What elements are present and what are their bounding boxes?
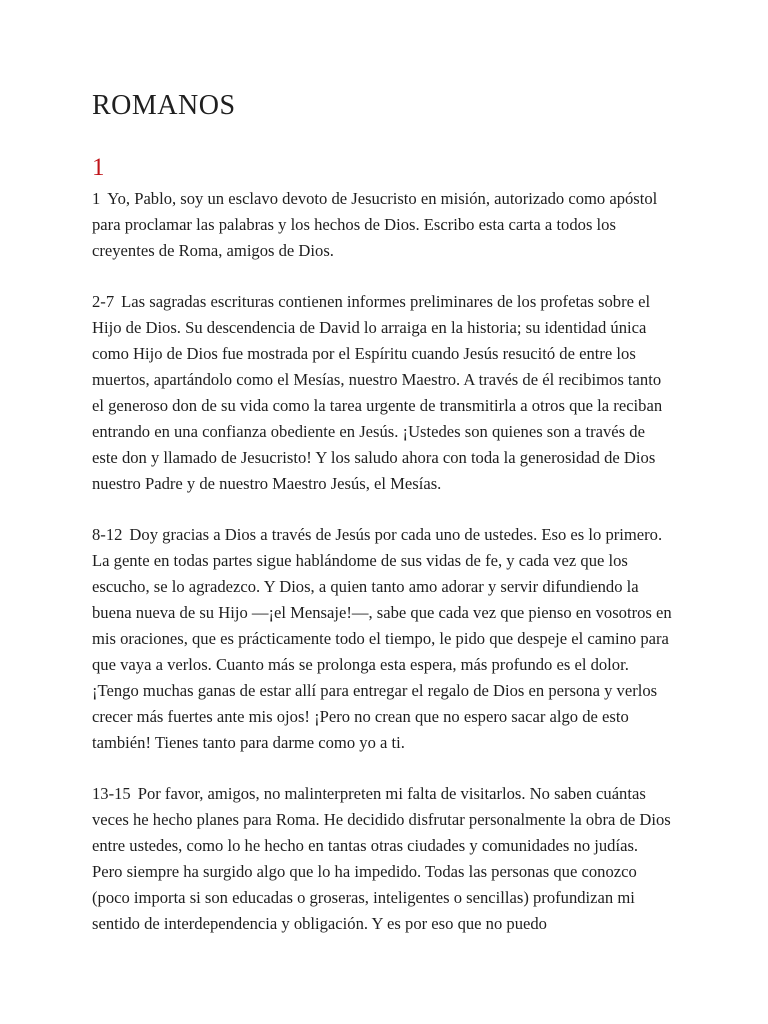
verse-reference: 2-7	[92, 292, 115, 311]
verse-reference: 13-15	[92, 784, 131, 803]
verse-reference: 8-12	[92, 525, 123, 544]
verse-paragraph	[92, 522, 672, 756]
verse-text: Las sagradas escrituras contienen informes preliminares de los profetas sobre el Hijo de Dios. Su descendencia de David lo arraiga en la historia; su identidad única como Hijo de Dios fue mostrada por el Espíritu cuando Jesús resucitó de entre los muertos, apartándolo como el Mesías, nuestro Maestro. A través de él recibimos tanto el generoso don de su vida como la tarea urgente de transmitirla a otros que la reciban entrando en una confianza obediente en Jesús. ¡Ustedes son quienes son a través de este don y llamado de Jesucristo! Y los saludo ahora con toda la generosidad de Dios nuestro Padre y de nuestro Maestro Jesús, el Mesías.	[92, 292, 663, 493]
verse-paragraph	[92, 186, 672, 264]
verse-reference: 1	[92, 189, 101, 208]
verse-paragraph	[92, 289, 672, 497]
chapter-number: 1	[92, 154, 105, 181]
verse-text: Por favor, amigos, no malinterpreten mi falta de visitarlos. No saben cuántas veces he hecho planes para Roma. He decidido disfrutar personalmente la obra de Dios entre ustedes, como lo he hecho en tantas otras ciudades y comunidades no judías. Pero siempre ha surgido algo que lo ha impedido. Todas las personas que conozco (poco importa si son educadas o groseras, inteligentes o sencillas) profundizan mi sentido de interdependencia y obligación. Y es por eso que no puedo	[92, 784, 671, 933]
verse-text: Yo, Pablo, soy un esclavo devoto de Jesucristo en misión, autorizado como apóstol para proclamar las palabras y los hechos de Dios. Escribo esta carta a todos los creyentes de Roma, amigos de Dios.	[92, 189, 658, 260]
verse-text: Doy gracias a Dios a través de Jesús por cada uno de ustedes. Eso es lo primero. La gente en todas partes sigue hablándome de sus vidas de fe, y cada vez que los escucho, se lo agradezco. Y Dios, a quien tanto amo adorar y servir difundiendo la buena nueva de su Hijo —¡el Mensaje!—, sabe que cada vez que pienso en vosotros en mis oraciones, que es prácticamente todo el tiempo, le pido que despeje el camino para que vaya a verlos. Cuanto más se prolonga esta espera, más profundo es el dolor. ¡Tengo muchas ganas de estar allí para entregar el regalo de Dios en persona y verlos crecer más fuertes ante mis ojos! ¡Pero no crean que no espero sacar algo de esto también! Tienes tanto para darme como yo a ti.	[92, 525, 672, 752]
verse-paragraph	[92, 781, 672, 937]
book-title: ROMANOS	[92, 90, 236, 121]
page-content	[92, 86, 672, 962]
